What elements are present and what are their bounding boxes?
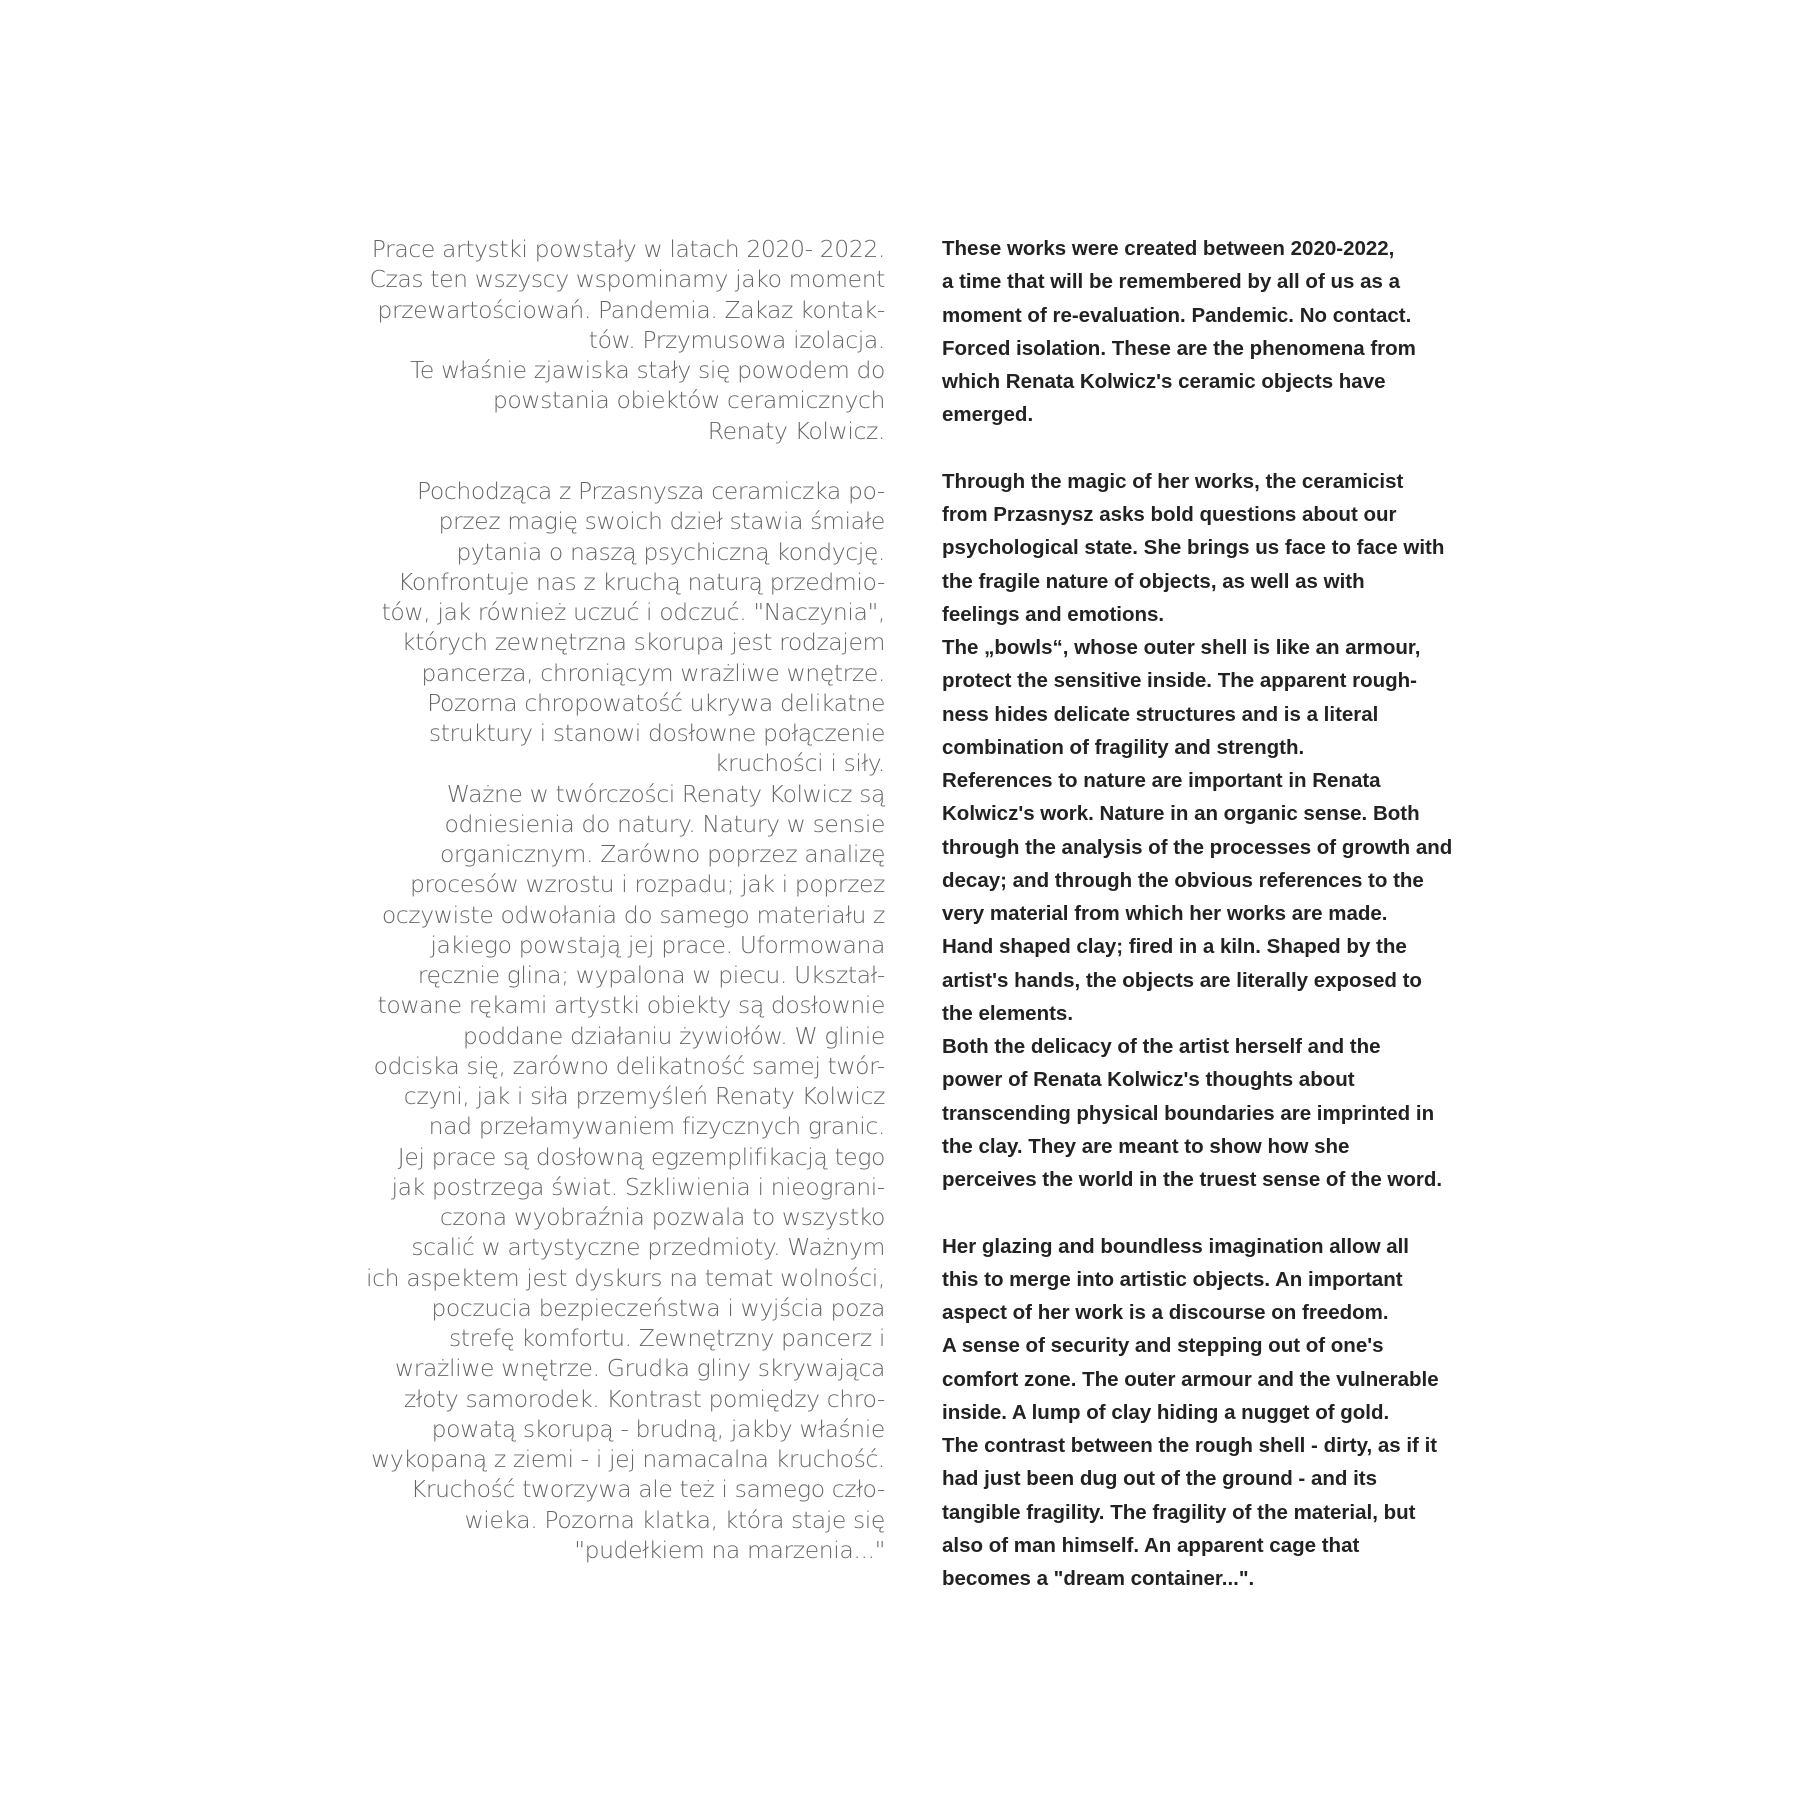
english-text-line: decay; and through the obvious references to the: [942, 868, 1424, 892]
polish-text-line: Kruchość tworzywa ale też i samego czło-: [410, 1475, 885, 1504]
polish-text-line: scalić w artystyczne przedmioty. Ważnym: [411, 1233, 885, 1262]
polish-text-line: kruchości i siły.: [714, 749, 885, 778]
english-text-line: artist's hands, the objects are literally exposed to: [942, 968, 1422, 992]
polish-text-line: Pozorna chropowatość ukrywa delikatne: [427, 688, 885, 717]
english-text-line: the clay. They are meant to show how she: [942, 1134, 1350, 1158]
polish-text-line: Czas ten wszyscy wspominamy jako moment: [369, 265, 885, 294]
polish-text-line: procesów wzrostu i rozpadu; jak i poprzez: [409, 870, 885, 899]
english-text-line: a time that will be remembered by all of us as a: [942, 270, 1400, 294]
polish-text-line: "pudełkiem na marzenia...": [574, 1535, 885, 1564]
polish-text-line: pytania o naszą psychiczną kondycję.: [456, 537, 885, 566]
english-text-column: [942, 232, 1502, 1595]
polish-text-line: oczywiste odwołania do samego materiału z: [381, 900, 885, 929]
polish-text-line: poczucia bezpieczeństwa i wyjścia poza: [431, 1293, 885, 1322]
english-text-line: protect the sensitive inside. The apparent rough-: [942, 669, 1417, 693]
english-text-line: combination of fragility and strength.: [942, 735, 1305, 759]
english-text-line: also of man himself. An apparent cage that: [942, 1533, 1360, 1557]
polish-text-line: strefę komfortu. Zewnętrzny pancerz i: [448, 1324, 885, 1352]
english-text-line: which Renata Kolwicz's ceramic objects have: [942, 370, 1386, 393]
paragraph-gap: [330, 446, 885, 476]
polish-text-line: Konfrontuje nas z kruchą naturą przedmio-: [398, 567, 885, 596]
polish-text-line: organicznym. Zarówno poprzez analizę: [439, 840, 885, 868]
english-text-line: tangible fragility. The fragility of the material, but: [942, 1500, 1416, 1524]
polish-text-line: odniesienia do natury. Natury w sensie: [444, 809, 885, 838]
polish-paragraph: [330, 234, 885, 446]
english-text-line: Kolwicz's work. Nature in an organic sense. Both: [942, 802, 1420, 826]
polish-text-line: czyni, jak i siła przemyśleń Renaty Kolwicz: [403, 1082, 885, 1110]
english-paragraph: [942, 232, 1502, 432]
english-text-line: Both the delicacy of the artist herself and the: [942, 1035, 1381, 1058]
polish-text-line: wrażliwe wnętrze. Grudka gliny skrywająca: [394, 1354, 885, 1383]
english-text-line: moment of re-evaluation. Pandemic. No contact.: [942, 303, 1412, 327]
english-text-line: Through the magic of her works, the ceramicist: [942, 469, 1404, 493]
polish-text-line: ręcznie glina; wypalona w piecu. Ukształ-: [417, 961, 885, 989]
polish-text-line: powatą skorupą - brudną, jakby właśnie: [431, 1414, 885, 1443]
english-text-line: feelings and emotions.: [942, 602, 1165, 626]
english-text-line: inside. A lump of clay hiding a nugget of gold.: [942, 1400, 1390, 1424]
polish-text-line: tów. Przymusowa izolacja.: [588, 325, 885, 354]
polish-text-line: których zewnętrzna skorupa jest rodzajem: [401, 628, 885, 657]
english-text-line: transcending physical boundaries are imprinted in: [942, 1101, 1435, 1125]
english-text-line: Hand shaped clay; fired in a kiln. Shaped by the: [942, 935, 1407, 959]
polish-text-line: wieka. Pozorna klatka, która staje się: [464, 1505, 885, 1534]
paragraph-gap: [942, 1196, 1502, 1229]
polish-text-column: [330, 234, 885, 1565]
polish-text-line: wykopaną z ziemi - i jej namacalna kruchość.: [371, 1445, 885, 1473]
polish-text-line: tów, jak również uczuć i odczuć. "Naczynia",: [381, 598, 885, 626]
polish-text-line: pancerza, chroniącym wrażliwe wnętrze.: [421, 658, 885, 687]
paragraph-gap: [942, 432, 1502, 465]
polish-text-line: struktury i stanowi dosłowne połączenie: [428, 719, 885, 747]
english-text-line: from Przasnysz asks bold questions about our: [942, 503, 1397, 526]
polish-text-line: przewartościowań. Pandemia. Zakaz kontak-: [377, 295, 885, 324]
polish-text-line: ich aspektem jest dyskurs na temat wolności,: [366, 1263, 885, 1292]
polish-text-line: poddane działaniu żywiołów. W glinie: [462, 1021, 885, 1050]
english-text-line: comfort zone. The outer armour and the vulnerable: [942, 1367, 1439, 1391]
english-text-line: emerged.: [942, 403, 1034, 427]
polish-text-line: przez magię swoich dzieł stawia śmiałe: [438, 507, 885, 536]
english-text-line: aspect of her work is a discourse on freedom.: [942, 1301, 1389, 1324]
english-text-line: perceives the world in the truest sense of the word.: [942, 1168, 1443, 1191]
polish-text-line: złoty samorodek. Kontrast pomiędzy chro-: [403, 1384, 885, 1413]
english-text-line: The „bowls“, whose outer shell is like an armour,: [942, 636, 1421, 659]
english-text-line: this to merge into artistic objects. An important: [942, 1267, 1403, 1291]
polish-text-line: towane rękami artystki obiekty są dosłownie: [377, 991, 885, 1020]
polish-text-line: Te właśnie zjawiska stały się powodem do: [409, 356, 885, 384]
polish-text-line: Renaty Kolwicz.: [707, 416, 885, 445]
english-text-line: References to nature are important in Renata: [942, 769, 1381, 792]
english-text-line: the elements.: [942, 1001, 1074, 1025]
english-paragraph: [942, 465, 1502, 1197]
polish-text-line: powstania obiektów ceramicznych: [492, 386, 885, 415]
english-text-line: the fragile nature of objects, as well as with: [942, 569, 1365, 593]
polish-text-line: jak postrzega świat. Szkliwienia i nieograni-: [391, 1172, 885, 1201]
english-text-line: Her glazing and boundless imagination allow all: [942, 1234, 1410, 1258]
polish-text-line: jakiego powstają jej prace. Uformowana: [430, 930, 885, 959]
english-text-line: very material from which her works are made.: [942, 902, 1388, 925]
polish-paragraph: [330, 476, 885, 1565]
english-text-line: ness hides delicate structures and is a literal: [942, 702, 1379, 726]
english-text-line: psychological state. She brings us face to face with: [942, 536, 1445, 560]
polish-text-line: Prace artystki powstały w latach 2020- 2022.: [371, 235, 885, 263]
english-text-line: The contrast between the rough shell - dirty, as if it: [942, 1434, 1438, 1457]
english-text-line: becomes a "dream container...".: [942, 1567, 1255, 1590]
polish-text-line: Pochodząca z Przasnysza ceramiczka po-: [417, 477, 885, 505]
english-text-line: through the analysis of the processes of growth and: [942, 835, 1453, 859]
polish-text-line: nad przełamywaniem fizycznych granic.: [428, 1112, 885, 1141]
english-text-line: power of Renata Kolwicz's thoughts about: [942, 1068, 1355, 1092]
english-text-line: These works were created between 2020-2022,: [942, 237, 1395, 260]
english-paragraph: [942, 1230, 1502, 1596]
english-text-line: Forced isolation. These are the phenomena from: [942, 336, 1416, 360]
polish-text-line: Jej prace są dosłowną egzemplifikacją tego: [397, 1142, 885, 1171]
polish-text-line: odciska się, zarówno delikatność samej twór-: [373, 1051, 885, 1080]
english-text-line: had just been dug out of the ground - and its: [942, 1467, 1378, 1491]
english-text-line: A sense of security and stepping out of one's: [942, 1334, 1384, 1358]
polish-text-line: Ważne w twórczości Renaty Kolwicz są: [446, 779, 885, 808]
polish-text-line: czona wyobraźnia pozwala to wszystko: [439, 1203, 885, 1231]
